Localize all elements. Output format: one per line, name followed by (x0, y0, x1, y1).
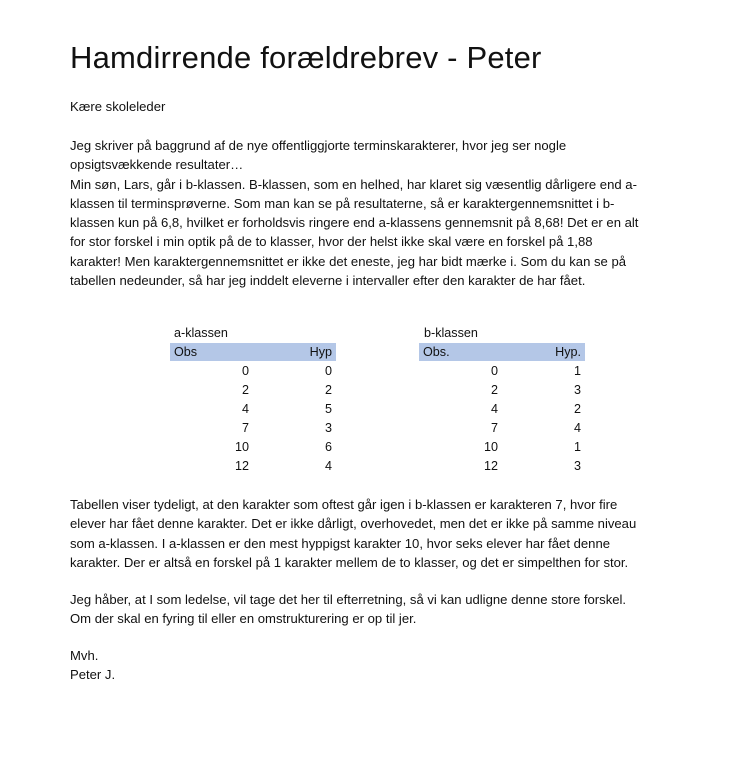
text-line: Om der skal en fyring til eller en omstrukturering er op til jer. (70, 611, 417, 627)
hyp-cell: 3 (573, 458, 581, 473)
text-line: for stor forskel i min optik på de to klasser, hvor der helst ikke skal være en forskel på 1,88 (70, 234, 593, 250)
table-row (170, 399, 336, 418)
hyp-cell: 5 (324, 401, 332, 416)
table-row (170, 437, 336, 456)
analysis-paragraph (70, 495, 700, 572)
col-header-hyp: Hyp (253, 343, 336, 361)
table-row (419, 418, 585, 437)
text-line: karakter. Der er altså en forskel på 1 karakter mellem de to klasser, og det er simpelthen for stor. (70, 554, 629, 570)
obs-cell: 10 (483, 439, 498, 454)
table-row (170, 418, 336, 437)
hyp-cell: 1 (573, 439, 581, 454)
text-line: klassen kun på 6,8, hvilket er forholdsvis ringere end a-klassens gennemsnit på 8,68! Det er en alt (70, 215, 639, 231)
table-row (419, 380, 585, 399)
signoff: Mvh. (70, 648, 99, 663)
obs-cell: 10 (234, 439, 249, 454)
hyp-cell: 2 (324, 382, 332, 397)
hyp-cell: 4 (573, 420, 581, 435)
hyp-cell: 6 (324, 439, 332, 454)
salutation: Kære skoleleder (70, 99, 166, 114)
document-title: Hamdirrende forældrebrev - Peter (70, 40, 542, 75)
closing-paragraph (70, 590, 700, 629)
obs-cell: 0 (490, 363, 498, 378)
text-line: tabellen nedeunder, så har jeg inddelt eleverne i intervaller efter den karakter de har fået. (70, 273, 586, 289)
intro-paragraph (70, 136, 700, 290)
text-line: Min søn, Lars, går i b-klassen. B-klassen, som en helhed, har klaret sig væsentlig dårligere end a- (70, 176, 637, 192)
text-line: Tabellen viser tydeligt, at den karakter som oftest går igen i b-klassen er karakteren 7, hvor fire (70, 497, 618, 512)
signature-name: Peter J. (70, 667, 116, 683)
table-row (419, 361, 585, 380)
signature-block (70, 646, 700, 685)
text-line: karakter! Men karaktergennemsnittet er ikke det eneste, jeg har bidt mærke i. Som du kan se på (70, 253, 627, 269)
col-header-obs: Obs. (419, 343, 502, 361)
table-row (170, 361, 336, 380)
obs-cell: 12 (483, 458, 498, 473)
obs-cell: 4 (241, 401, 249, 416)
hyp-cell: 2 (573, 401, 581, 416)
text-line: klassen til terminsprøverne. Som man kan se på resultaterne, så er karaktergennemsnittet i b- (70, 195, 615, 211)
text-line: opsigtsvækkende resultater… (70, 157, 244, 173)
table-row (419, 437, 585, 456)
table-header-row (419, 343, 585, 361)
obs-cell: 2 (241, 382, 249, 397)
table-a (170, 343, 336, 475)
obs-cell: 0 (241, 363, 249, 378)
text-line: som a-klassen. I a-klassen er den mest hyppigst karakter 10, hvor seks elever har fået denne (70, 535, 611, 551)
table-a-caption: a-klassen (174, 326, 228, 340)
table-row (170, 380, 336, 399)
table-row (170, 456, 336, 475)
obs-cell: 4 (490, 401, 498, 416)
hyp-cell: 1 (573, 363, 581, 378)
text-line: Jeg håber, at I som ledelse, vil tage det her til efterretning, så vi kan udligne denne store forskel. (70, 592, 627, 607)
col-header-obs: Obs (170, 343, 253, 361)
hyp-cell: 3 (324, 420, 332, 435)
table-row (419, 399, 585, 418)
table-header-row (170, 343, 336, 361)
obs-cell: 2 (490, 382, 498, 397)
table-b-caption: b-klassen (424, 326, 478, 340)
hyp-cell: 0 (324, 363, 332, 378)
table-b (419, 343, 585, 475)
obs-cell: 7 (241, 420, 249, 435)
table-row (419, 456, 585, 475)
col-header-hyp: Hyp. (502, 343, 585, 361)
obs-cell: 12 (234, 458, 249, 473)
hyp-cell: 4 (324, 458, 332, 473)
hyp-cell: 3 (573, 382, 581, 397)
text-line: Jeg skriver på baggrund af de nye offentliggjorte terminskarakterer, hvor jeg ser nogle (70, 138, 567, 153)
text-line: elever har fået denne karakter. Det er ikke dårligt, overhovedet, men det er ikke på samme niveau (70, 516, 637, 532)
obs-cell: 7 (490, 420, 498, 435)
